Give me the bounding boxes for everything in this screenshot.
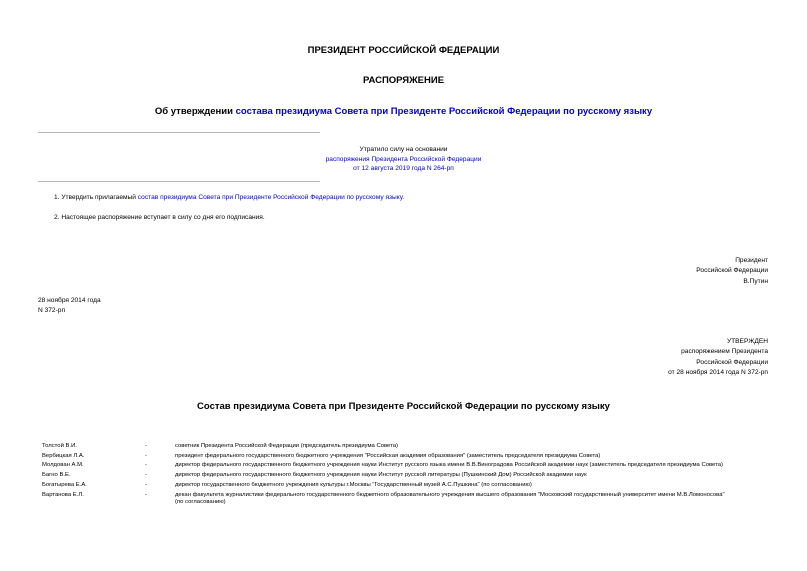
approval-line-country: Российской Федерации [696,358,768,366]
divider-bottom [38,181,320,182]
member-position [175,462,770,472]
document-date-block [38,296,101,317]
approval-line-order: распоряжением Президента [681,348,768,356]
member-dash: - [145,462,147,469]
member-row [42,443,770,453]
title-link[interactable]: состава президиума Совета при Президенте Российской Федерации по русскому языку [235,106,653,117]
member-position [175,453,770,463]
member-position-text: президент федерального государственного бюджетного учреждения "Российская академия образования" (заместитель председателя президиума Совета) [175,452,601,459]
member-position-text: директор государственного бюджетного учреждения культуры г.Москвы "Государственный музей А.С.Пушкина" (по согласованию) [175,481,532,488]
member-position [175,492,770,509]
document-title [0,106,807,117]
member-dash: - [145,481,147,488]
approval-heading: УТВЕРЖДЕН [726,338,768,345]
approval-block [668,337,768,379]
item-1 [54,193,404,203]
member-position [175,482,770,492]
member-name: Молдован А.М. [42,462,84,469]
member-row [42,482,770,492]
member-name: Богатырева Е.А. [42,481,87,488]
member-dash: - [145,443,147,449]
member-dash: - [145,491,147,498]
repeal-notice [0,145,807,174]
signature-country: Российской Федерации [696,267,768,275]
member-name: Толстой В.И. [42,443,77,449]
signature-block [696,256,768,287]
repeal-link-order[interactable]: распоряжения Президента Российской Федерации [325,155,482,163]
item-1-suffix: . [402,194,405,201]
member-position [175,472,770,482]
member-name: Вартанова Е.Л. [42,491,84,498]
member-row [42,492,770,509]
member-position-text: директор федерального государственного бюджетного учреждения науки Институт русской литературы (Пушкинский Дом) Российской академии наук [175,472,587,479]
member-row [42,453,770,463]
member-row [42,462,770,472]
member-position-note: (по согласованию) [175,499,226,506]
issuer-heading: ПРЕЗИДЕНТ РОССИЙСКОЙ ФЕДЕРАЦИИ [307,45,500,56]
signature-title: Президент [735,257,768,264]
member-dash: - [145,472,147,479]
member-name: Багно В.Е. [42,472,71,479]
member-row [42,472,770,482]
member-name: Вербицкая Л.А. [42,452,85,459]
document-number: N 372-рп [38,307,66,315]
document-type-heading: РАСПОРЯЖЕНИЕ [362,75,445,86]
repeal-link-date[interactable]: от 12 августа 2019 года N 264-рп [353,165,454,173]
member-position-text: директор федерального государственного бюджетного учреждения науки Институт русского языка имени В.В.Виноградова Российской академии наук (заместитель председателя президиума Совета) [175,462,724,469]
member-dash: - [145,452,147,459]
divider-top [38,132,320,133]
member-position-text: советник Президента Российской Федерации (председатель президиума Совета) [175,443,398,449]
composition-title: Состав президиума Совета при Президенте Российской Федерации по русскому языку [197,401,610,412]
members-table [42,443,770,509]
signature-name: В.Путин [743,277,768,285]
member-position-text: декан факультета журналистики федерального государственного бюджетного образовательного учреждения высшего образования "Московский государственный университет имени М.В.Ломоносова" [175,491,725,498]
document-date: 28 ноября 2014 года [38,297,101,304]
approval-line-date: от 28 ноября 2014 года N 372-рп [668,369,768,377]
item-1-link[interactable]: состав президиума Совета при Президенте Российской Федерации по русскому языку [137,194,403,201]
item-1-prefix: 1. Утвердить прилагаемый [54,194,138,201]
title-prefix: Об утверждении [154,106,236,117]
repeal-notice-text: Утратило силу на основании [359,146,448,153]
item-2: 2. Настоящее распоряжение вступает в силу со дня его подписания. [54,214,265,221]
member-position [175,443,770,453]
